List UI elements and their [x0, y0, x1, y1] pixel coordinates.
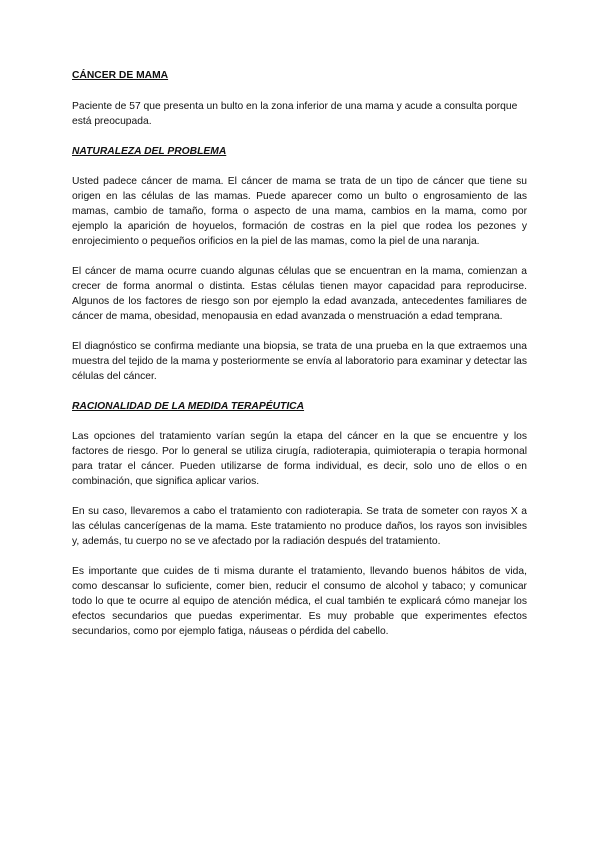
section-heading-racionalidad: RACIONALIDAD DE LA MEDIDA TERAPÉUTICA — [72, 401, 305, 412]
document-page — [72, 68, 527, 654]
paragraph: El cáncer de mama ocurre cuando algunas células que se encuentran en la mama, comienzan a crecer de forma anormal o distinta. Estas células tienen mayor capacidad para reproducirse. Algunos de los factores de riesgo son por ejemplo la edad avanzada, antecedentes familiares de cáncer de mama, obesidad, menopausia en edad avanzada o menstruación a edad temprana. — [72, 266, 527, 322]
paragraph: En su caso, llevaremos a cabo el tratamiento con radioterapia. Se trata de someter con rayos X a las células cancerígenas de la mama. Este tratamiento no produce daños, los rayos son invisibles y, además, tu cuerpo no se ve afectado por la radiación después del tratamiento. — [72, 506, 527, 547]
paragraph: Es importante que cuides de ti misma durante el tratamiento, llevando buenos hábitos de vida, como descansar lo suficiente, comer bien, reducir el consumo de alcohol y tabaco; y comunicar todo lo que te ocurre al equipo de atención médica, el cual también te explicará cómo manejar los efectos secundarios que puedas experimentar. Es muy probable que experimentes efectos secundarios, como por ejemplo fatiga, náuseas o pérdida del cabello. — [72, 566, 527, 637]
paragraph: Usted padece cáncer de mama. El cáncer de mama se trata de un tipo de cáncer que tiene su origen en las células de las mamas. Puede aparecer como un bulto o engrosamiento de las mamas, cambio de tamaño, forma o aspecto de una mama, cambios en la mama, como por ejemplo la aparición de hoyuelos, formación de costras en la piel que rodea los pezones y enrojecimiento o pequeños orificios en la piel de las mamas, como la piel de una naranja. — [72, 176, 527, 247]
paragraph: Las opciones del tratamiento varían según la etapa del cáncer en la que se encuentre y los factores de riesgo. Por lo general se utiliza cirugía, radioterapia, quimioterapia o terapia hormonal para tratar el cáncer. Pueden utilizarse de forma individual, es decir, solo uno de ellos o en combinación, que significa aplicar varios. — [72, 431, 527, 487]
paragraph: El diagnóstico se confirma mediante una biopsia, se trata de una prueba en la que extraemos una muestra del tejido de la mama y posteriormente se envía al laboratorio para examinar y detectar las células del cáncer. — [72, 341, 527, 382]
section-heading-naturaleza: NATURALEZA DEL PROBLEMA — [72, 146, 227, 157]
intro-paragraph: Paciente de 57 que presenta un bulto en la zona inferior de una mama y acude a consulta porque está preocupada. — [72, 101, 518, 127]
document-title: CÁNCER DE MAMA — [72, 70, 169, 81]
